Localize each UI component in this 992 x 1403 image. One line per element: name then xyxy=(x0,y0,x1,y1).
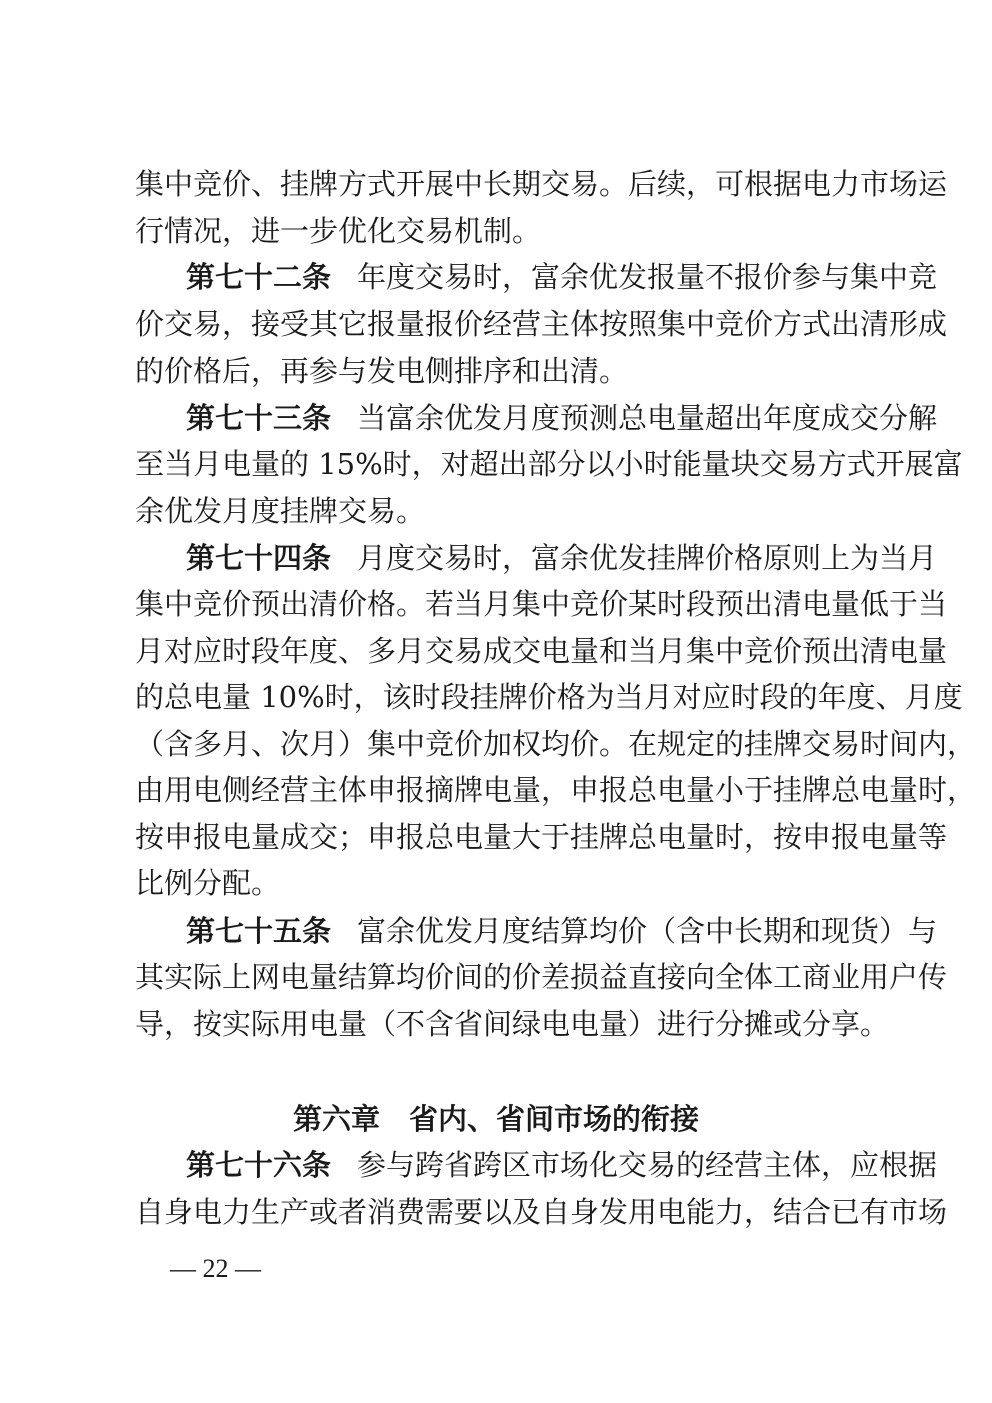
paragraph-text: 富余优发月度结算均价（含中长期和现货）与 xyxy=(357,914,938,948)
paragraph-line: 月对应时段年度、多月交易成交电量和当月集中竞价预出清电量 xyxy=(135,634,948,668)
article-75-first-line xyxy=(186,911,938,951)
paragraph-text: 当富余优发月度预测总电量超出年度成交分解 xyxy=(357,401,938,435)
paragraph-line: 其实际上网电量结算均价间的价差损益直接向全体工商业用户传 xyxy=(135,960,948,994)
article-number: 第七十四条 xyxy=(186,541,332,575)
article-number: 第七十三条 xyxy=(186,401,332,435)
paragraph-line: 的价格后，再参与发电侧排序和出清。 xyxy=(135,354,629,388)
paragraph-line: 由用电侧经营主体申报摘牌电量，申报总电量小于挂牌总电量时， xyxy=(135,773,977,807)
article-number: 第七十二条 xyxy=(186,260,332,294)
chapter-title: 第六章 省内、省间市场的衔接 xyxy=(292,1102,699,1136)
paragraph-line: 价交易，接受其它报量报价经营主体按照集中竞价方式出清形成 xyxy=(135,307,948,341)
paragraph-line: 集中竞价、挂牌方式开展中长期交易。后续，可根据电力市场运 xyxy=(135,167,948,201)
paragraph-line: 自身电力生产或者消费需要以及自身发用电能力，结合已有市场 xyxy=(135,1195,948,1229)
article-72-first-line xyxy=(186,257,938,297)
page-number: — 22 — xyxy=(170,1254,261,1283)
paragraph-text: 月度交易时，富余优发挂牌价格原则上为当月 xyxy=(357,541,938,575)
paragraph-line: 按申报电量成交；申报总电量大于挂牌总电量时，按申报电量等 xyxy=(135,820,948,854)
paragraph-text: 参与跨省跨区市场化交易的经营主体，应根据 xyxy=(357,1148,938,1182)
paragraph-line: （含多月、次月）集中竞价加权均价。在规定的挂牌交易时间内， xyxy=(135,727,977,761)
paragraph-line: 余优发月度挂牌交易。 xyxy=(135,494,426,528)
article-number: 第七十六条 xyxy=(186,1148,332,1182)
paragraph-line: 至当月电量的 15%时，对超出部分以小时能量块交易方式开展富 xyxy=(135,447,963,481)
paragraph-line: 的总电量 10%时，该时段挂牌价格为当月对应时段的年度、月度 xyxy=(135,680,963,714)
article-76-first-line xyxy=(186,1145,938,1185)
paragraph-line: 比例分配。 xyxy=(135,866,281,900)
paragraph-line: 导，按实际用电量（不含省间绿电电量）进行分摊或分享。 xyxy=(135,1007,890,1041)
paragraph-line: 行情况，进一步优化交易机制。 xyxy=(135,214,542,248)
article-74-first-line xyxy=(186,538,938,578)
article-number: 第七十五条 xyxy=(186,914,332,948)
paragraph-line: 集中竞价预出清价格。若当月集中竞价某时段预出清电量低于当 xyxy=(135,587,948,621)
paragraph-text: 年度交易时，富余优发报量不报价参与集中竞 xyxy=(357,260,938,294)
article-73-first-line xyxy=(186,398,938,438)
